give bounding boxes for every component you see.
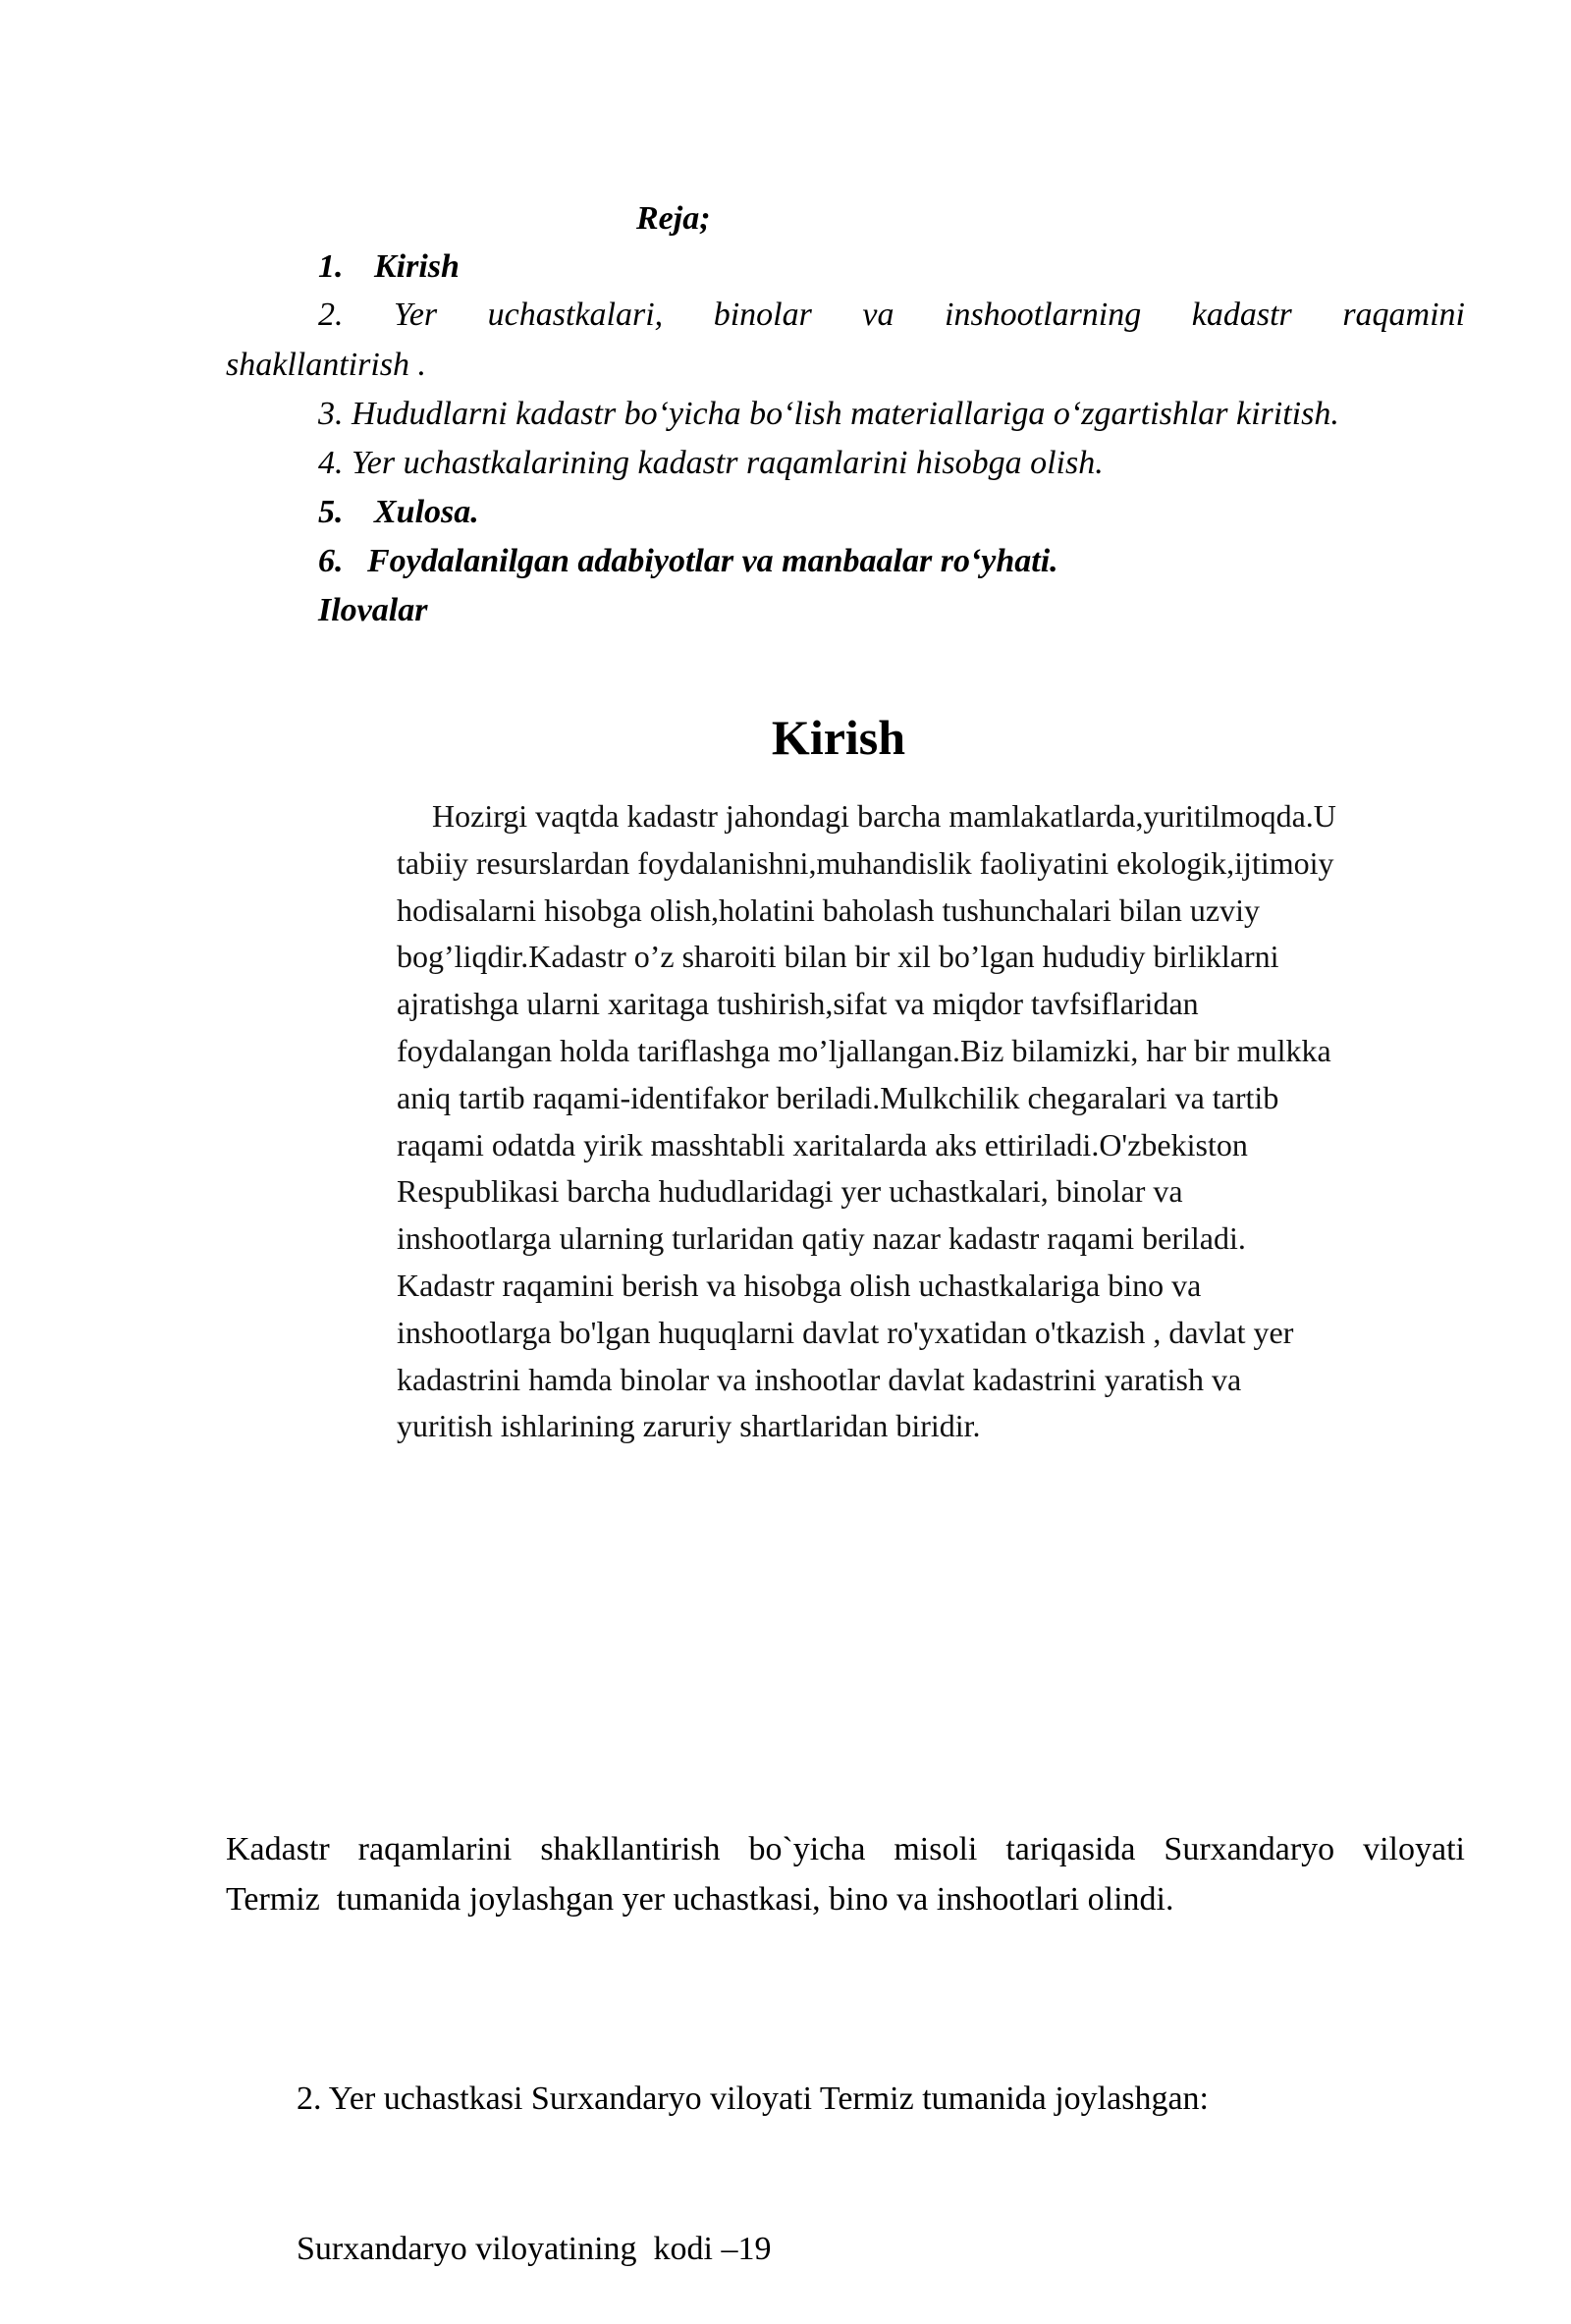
section-title-kirish: Kirish — [771, 710, 906, 765]
kirish-paragraph — [397, 793, 1437, 1450]
plan-item-appendices: Ilovalar — [318, 592, 428, 628]
paragraph-line: aniq tartib raqami-identifakor beriladi.Mulkchilik chegaralari va tartib — [397, 1079, 1279, 1115]
paragraph-line: hodisalarni hisobga olish,holatini baholash tushunchalari bilan uzviy — [397, 892, 1260, 928]
plan-title: Reja; — [636, 200, 711, 237]
plan-item-3: 3. Hududlarni kadastr bo‘yicha bo‘lish materiallariga o‘zgartishlar kiritish. — [318, 396, 1339, 432]
paragraph-line: Surxandaryo viloyatining kodi –19 — [297, 2231, 772, 2267]
paragraph-line: 2. Yer uchastkasi Surxandaryo viloyati Termiz tumanida joylashgan: — [297, 2081, 1209, 2117]
paragraph-line: foydalangan holda tariflashga mo’ljallangan.Biz bilamizki, har bir mulkka — [397, 1032, 1331, 1068]
plan-item-2: 2. Yer uchastkalari, binolar va inshootlarning kadastr raqamini — [318, 297, 1465, 333]
plan-item-2-continuation: shakllantirish . — [226, 347, 427, 383]
plan-item-text: Xulosa. — [374, 494, 479, 530]
paragraph-line: Kadastr raqamlarini shakllantirish bo`yicha misoli tariqasida Surxandaryo viloyati — [226, 1831, 1465, 1867]
paragraph-line: raqami odatda yirik masshtabli xaritalarda aks ettiriladi.O'zbekiston — [397, 1126, 1248, 1162]
plan-item-6 — [318, 543, 1058, 580]
paragraph-line: bog’liqdir.Kadastr o’z sharoiti bilan bir xil bo’lgan hududiy birliklarni — [397, 939, 1279, 975]
example-paragraph — [226, 1824, 1465, 1924]
paragraph-line: kadastrini hamda binolar va inshootlar davlat kadastrini yaratish va — [397, 1361, 1242, 1397]
paragraph-line: yuritish ishlarining zaruriy shartlaridan biridir. — [397, 1408, 981, 1444]
paragraph-line: Termiz tumanida joylashgan yer uchastkasi, bino va inshootlari olindi. — [226, 1881, 1174, 1918]
paragraph-line: tabiiy resurslardan foydalanishni,muhandislik faoliyatini ekologik,ijtimoiy — [397, 844, 1334, 881]
plan-item-1 — [318, 248, 460, 286]
paragraph-line: Respublikasi barcha hududlaridagi yer uchastkalari, binolar va — [397, 1173, 1183, 1210]
plan-item-text: Kirish — [374, 248, 460, 285]
paragraph-line: inshootlarga ularning turlaridan qatiy nazar kadastr raqami beriladi. — [397, 1220, 1246, 1257]
paragraph-line: ajratishga ularni xaritaga tushirish,sifat va miqdor tavfsiflaridan — [397, 986, 1199, 1022]
plan-item-number: 5. — [318, 494, 344, 530]
paragraph-line: Kadastr raqamini berish va hisobga olish uchastkalariga bino va — [397, 1267, 1202, 1303]
plan-item-number: 1. — [318, 248, 344, 285]
plan-item-text: Foydalanilgan adabiyotlar va manbaalar ro‘yhati. — [367, 543, 1058, 579]
plan-item-number: 6. — [318, 543, 344, 579]
paragraph-line: Hozirgi vaqtda kadastr jahondagi barcha mamlakatlarda,yuritilmoqda.U — [432, 798, 1336, 834]
paragraph-line: inshootlarga bo'lgan huquqlarni davlat ro'yxatidan o'tkazish , davlat yer — [397, 1314, 1294, 1350]
plan-item-5 — [318, 494, 479, 531]
location-paragraph — [297, 1973, 1209, 2324]
plan-item-4: 4. Yer uchastkalarining kadastr raqamlarini hisobga olish. — [318, 445, 1104, 481]
